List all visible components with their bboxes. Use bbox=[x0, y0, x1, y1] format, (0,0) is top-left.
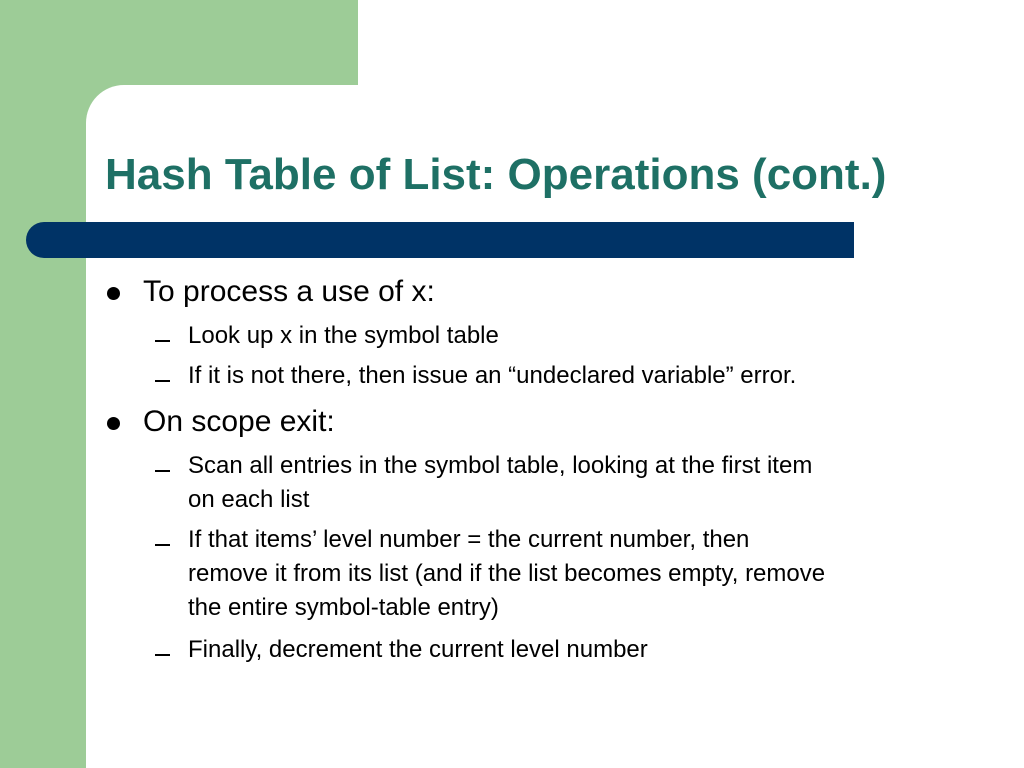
sub-bullet-item: Look up x in the symbol table bbox=[188, 322, 499, 349]
bullet-item: On scope exit: bbox=[143, 405, 335, 438]
slide-title: Hash Table of List: Operations (cont.) bbox=[105, 150, 887, 199]
sub-bullet-item-continued: on each list bbox=[188, 486, 310, 513]
sub-bullet-item: If it is not there, then issue an “undeclared variable” error. bbox=[188, 362, 797, 389]
dash-icon bbox=[155, 470, 170, 472]
sub-bullet-item: If that items’ level number = the current number, then bbox=[188, 526, 750, 553]
bullet-item: To process a use of x: bbox=[143, 275, 435, 308]
sub-bullet-item: Scan all entries in the symbol table, looking at the first item bbox=[188, 452, 813, 479]
dash-icon bbox=[155, 544, 170, 546]
bullet-dot-icon bbox=[107, 287, 120, 300]
dash-icon bbox=[155, 654, 170, 656]
sub-bullet-item-continued: remove it from its list (and if the list becomes empty, remove bbox=[188, 560, 826, 587]
sub-bullet-item-continued: the entire symbol-table entry) bbox=[188, 594, 499, 621]
dash-icon bbox=[155, 380, 170, 382]
bullet-dot-icon bbox=[107, 417, 120, 430]
sub-bullet-item: Finally, decrement the current level number bbox=[188, 636, 648, 663]
dash-icon bbox=[155, 340, 170, 342]
